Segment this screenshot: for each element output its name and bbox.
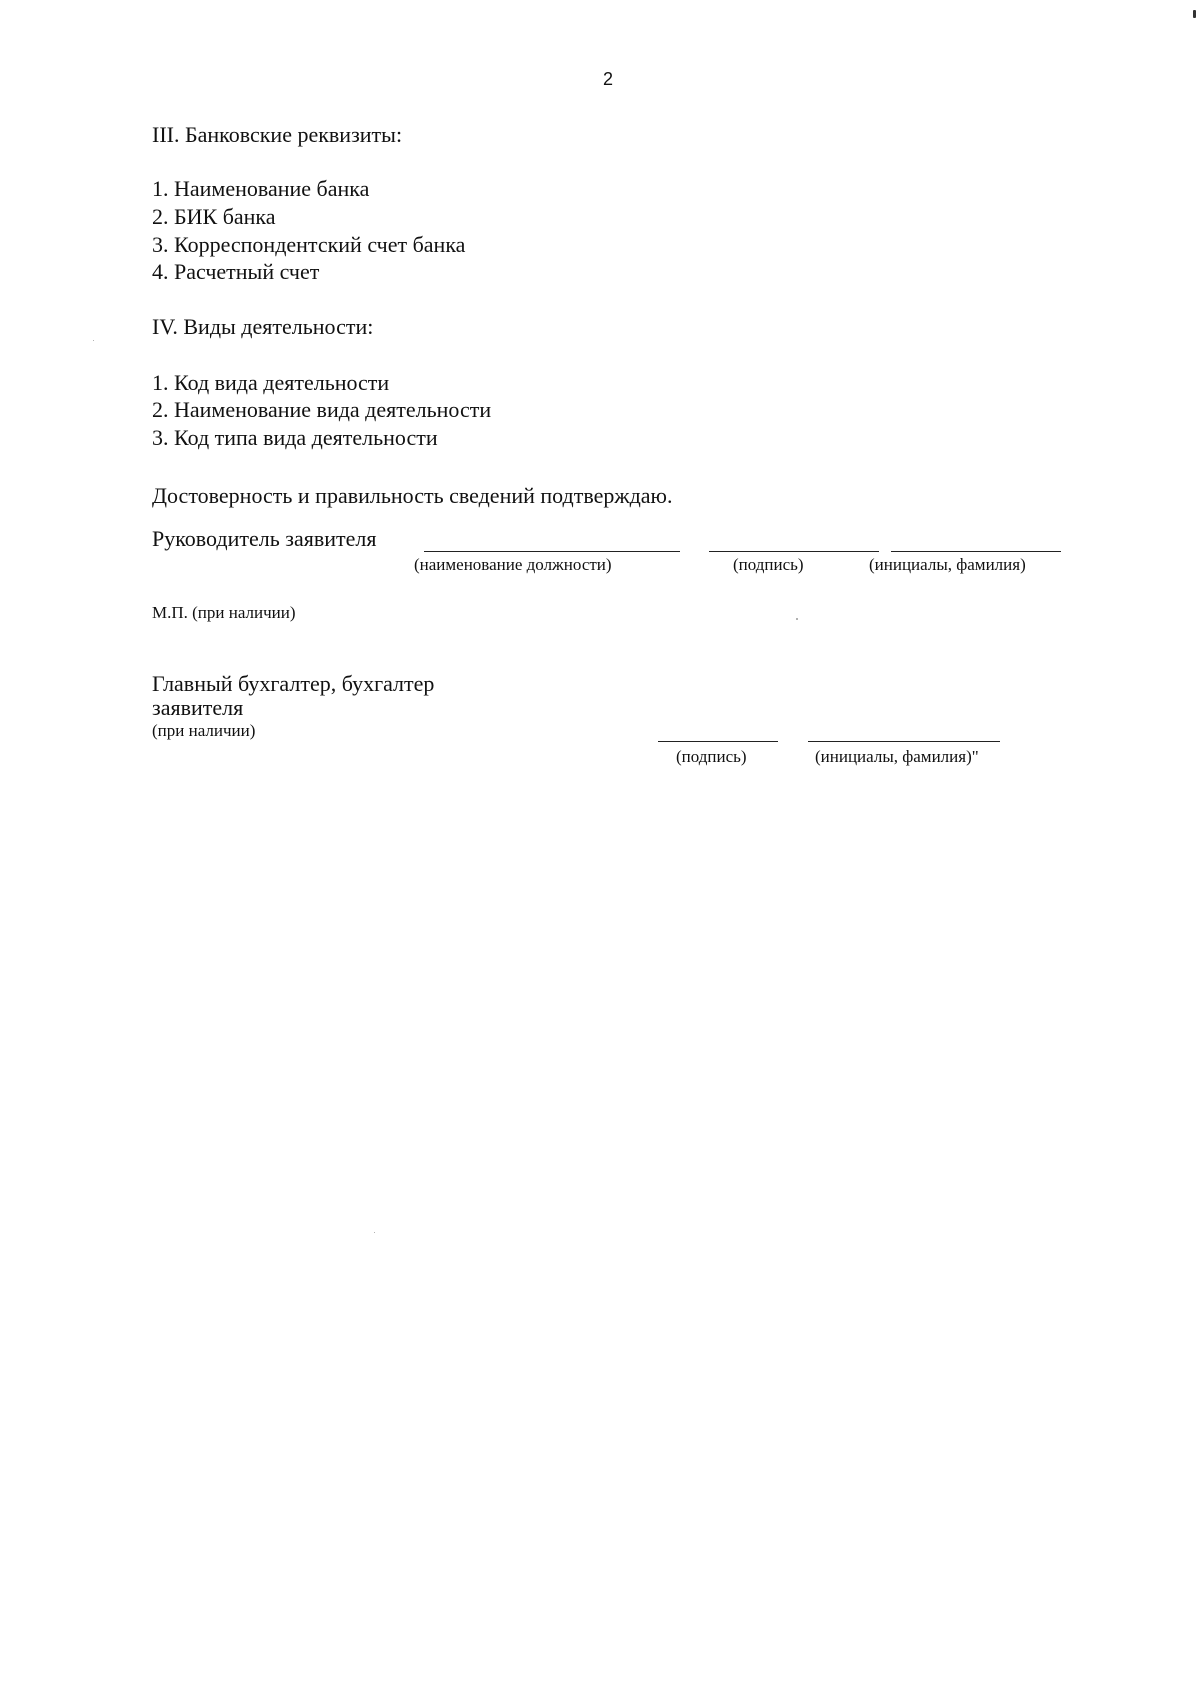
list-item: 4. Расчетный счет [152,259,320,284]
scan-speck [93,340,94,341]
list-item: 3. Корреспондентский счет банка [152,232,466,257]
accountant-label-line2: заявителя [152,695,244,720]
list-item: 3. Код типа вида деятельности [152,425,438,450]
accountant-signature-caption: (подпись) [676,747,747,766]
section-3-heading: III. Банковские реквизиты: [152,122,403,147]
list-item: 2. БИК банка [152,204,276,229]
scan-speck [374,1232,375,1233]
signature-line [709,551,879,552]
accountant-label-line1: Главный бухгалтер, бухгалтер [152,671,435,696]
page-number: 2 [603,69,614,89]
accountant-note: (при наличии) [152,721,256,740]
name-line [891,551,1061,552]
stamp-label: М.П. (при наличии) [152,603,296,622]
head-label: Руководитель заявителя [152,526,377,551]
scan-speck [1193,10,1196,18]
scan-speck [796,618,798,620]
accountant-name-line [808,741,1000,742]
list-item: 2. Наименование вида деятельности [152,397,492,422]
accountant-name-caption: (инициалы, фамилия)" [815,747,979,766]
list-item: 1. Наименование банка [152,176,370,201]
name-caption: (инициалы, фамилия) [869,555,1026,574]
signature-caption: (подпись) [733,555,804,574]
section-4-heading: IV. Виды деятельности: [152,314,374,339]
confirmation-text: Достоверность и правильность сведений подтверждаю. [152,483,673,508]
position-line [424,551,680,552]
accountant-signature-line [658,741,778,742]
list-item: 1. Код вида деятельности [152,370,390,395]
position-caption: (наименование должности) [414,555,612,574]
